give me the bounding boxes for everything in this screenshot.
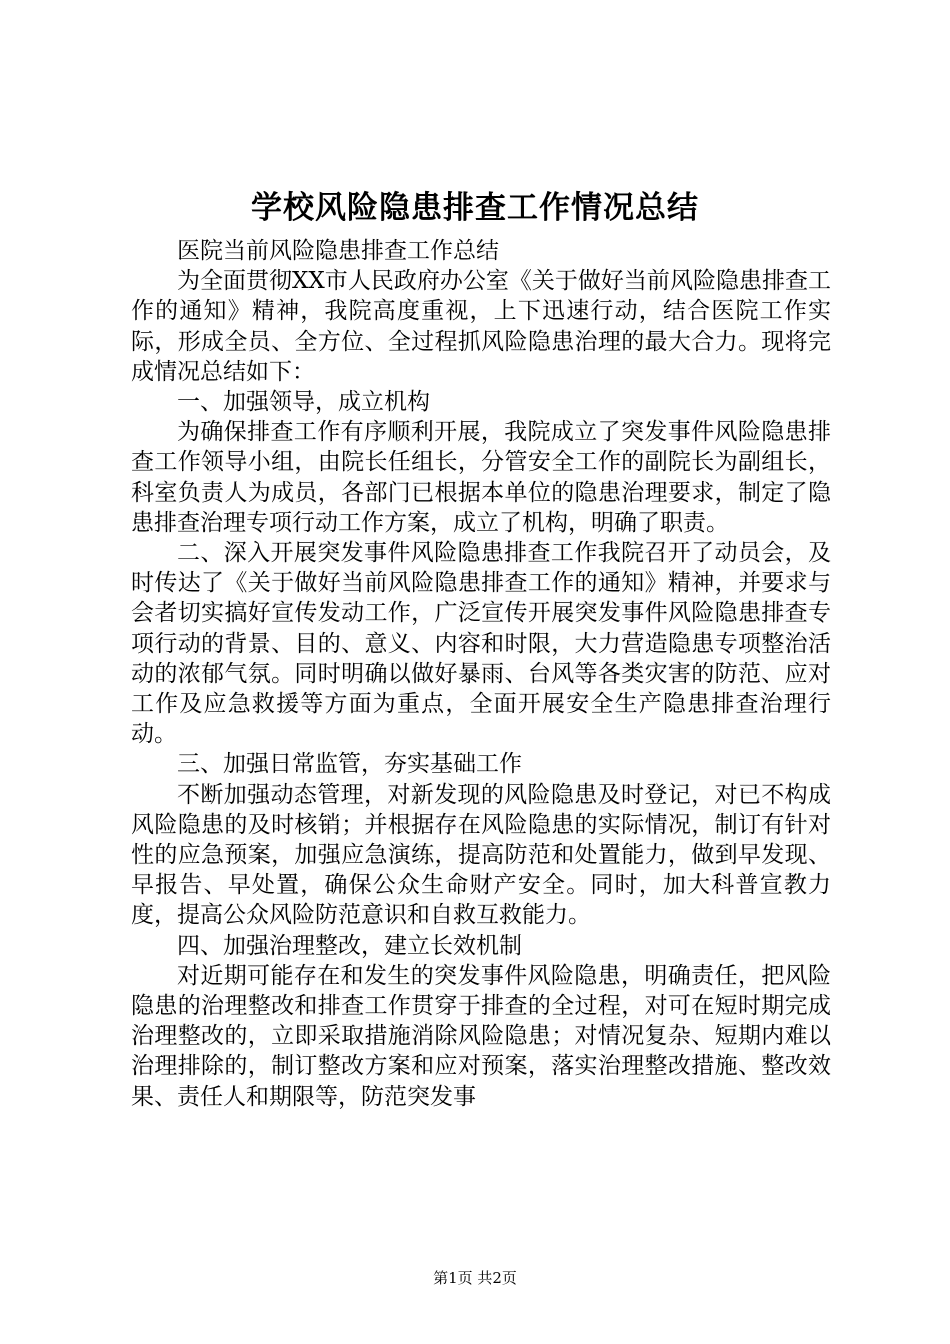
paragraph-section-4: 对近期可能存在和发生的突发事件风险隐患，明确责任，把风险隐患的治理整改和排查工作贯穿于排查的全过程，对可在短时期完成治理整改的，立即采取措施消除风险隐患；对情况复杂、短期内难以治理排除的，制订整改方案和应对预案，落实治理整改措施、整改效果、责任人和期限等，防范突发事: [131, 962, 831, 1110]
document-body: [131, 236, 831, 1112]
paragraph-subtitle: 医院当前风险隐患排查工作总结: [177, 238, 499, 264]
page-footer: 第1页 共2页: [433, 1269, 517, 1287]
paragraph-section-1: 为确保排查工作有序顺利开展，我院成立了突发事件风险隐患排查工作领导小组，由院长任组长，分管安全工作的副院长为副组长，科室负责人为成员，各部门已根据本单位的隐患治理要求，制定了隐患排查治理专项行动工作方案，成立了机构，明确了职责。: [131, 419, 831, 536]
section-heading-1: 一、加强领导，成立机构: [177, 389, 430, 416]
paragraph-section-3: 不断加强动态管理，对新发现的风险隐患及时登记，对已不构成风险隐患的及时核销；并根据存在风险隐患的实际情况，制订有针对性的应急预案，加强应急演练，提高防范和处置能力，做到早发现、早报告、早处置，确保公众生命财产安全。同时，加大科普宣教力度，提高公众风险防范意识和自救互救能力。: [131, 781, 831, 929]
paragraph-intro: 为全面贯彻XX市人民政府办公室《关于做好当前风险隐患排查工作的通知》精神，我院高度重视，上下迅速行动，结合医院工作实际，形成全员、全方位、全过程抓风险隐患治理的最大合力。现将完成情况总结如下：: [131, 268, 831, 385]
paragraph-section-2: 二、深入开展突发事件风险隐患排查工作我院召开了动员会，及时传达了《关于做好当前风险隐患排查工作的通知》精神，并要求与会者切实搞好宣传发动工作，广泛宣传开展突发事件风险隐患排查专项行动的背景、目的、意义、内容和时限，大力营造隐患专项整治活动的浓郁气氛。同时明确以做好暴雨、台风等各类灾害的防范、应对工作及应急救援等方面为重点，全面开展安全生产隐患排查治理行动。: [131, 540, 831, 748]
document-title: 学校风险隐患排查工作情况总结: [251, 190, 699, 226]
section-heading-3: 三、加强日常监管，夯实基础工作: [177, 751, 522, 778]
section-heading-4: 四、加强治理整改，建立长效机制: [177, 932, 522, 959]
